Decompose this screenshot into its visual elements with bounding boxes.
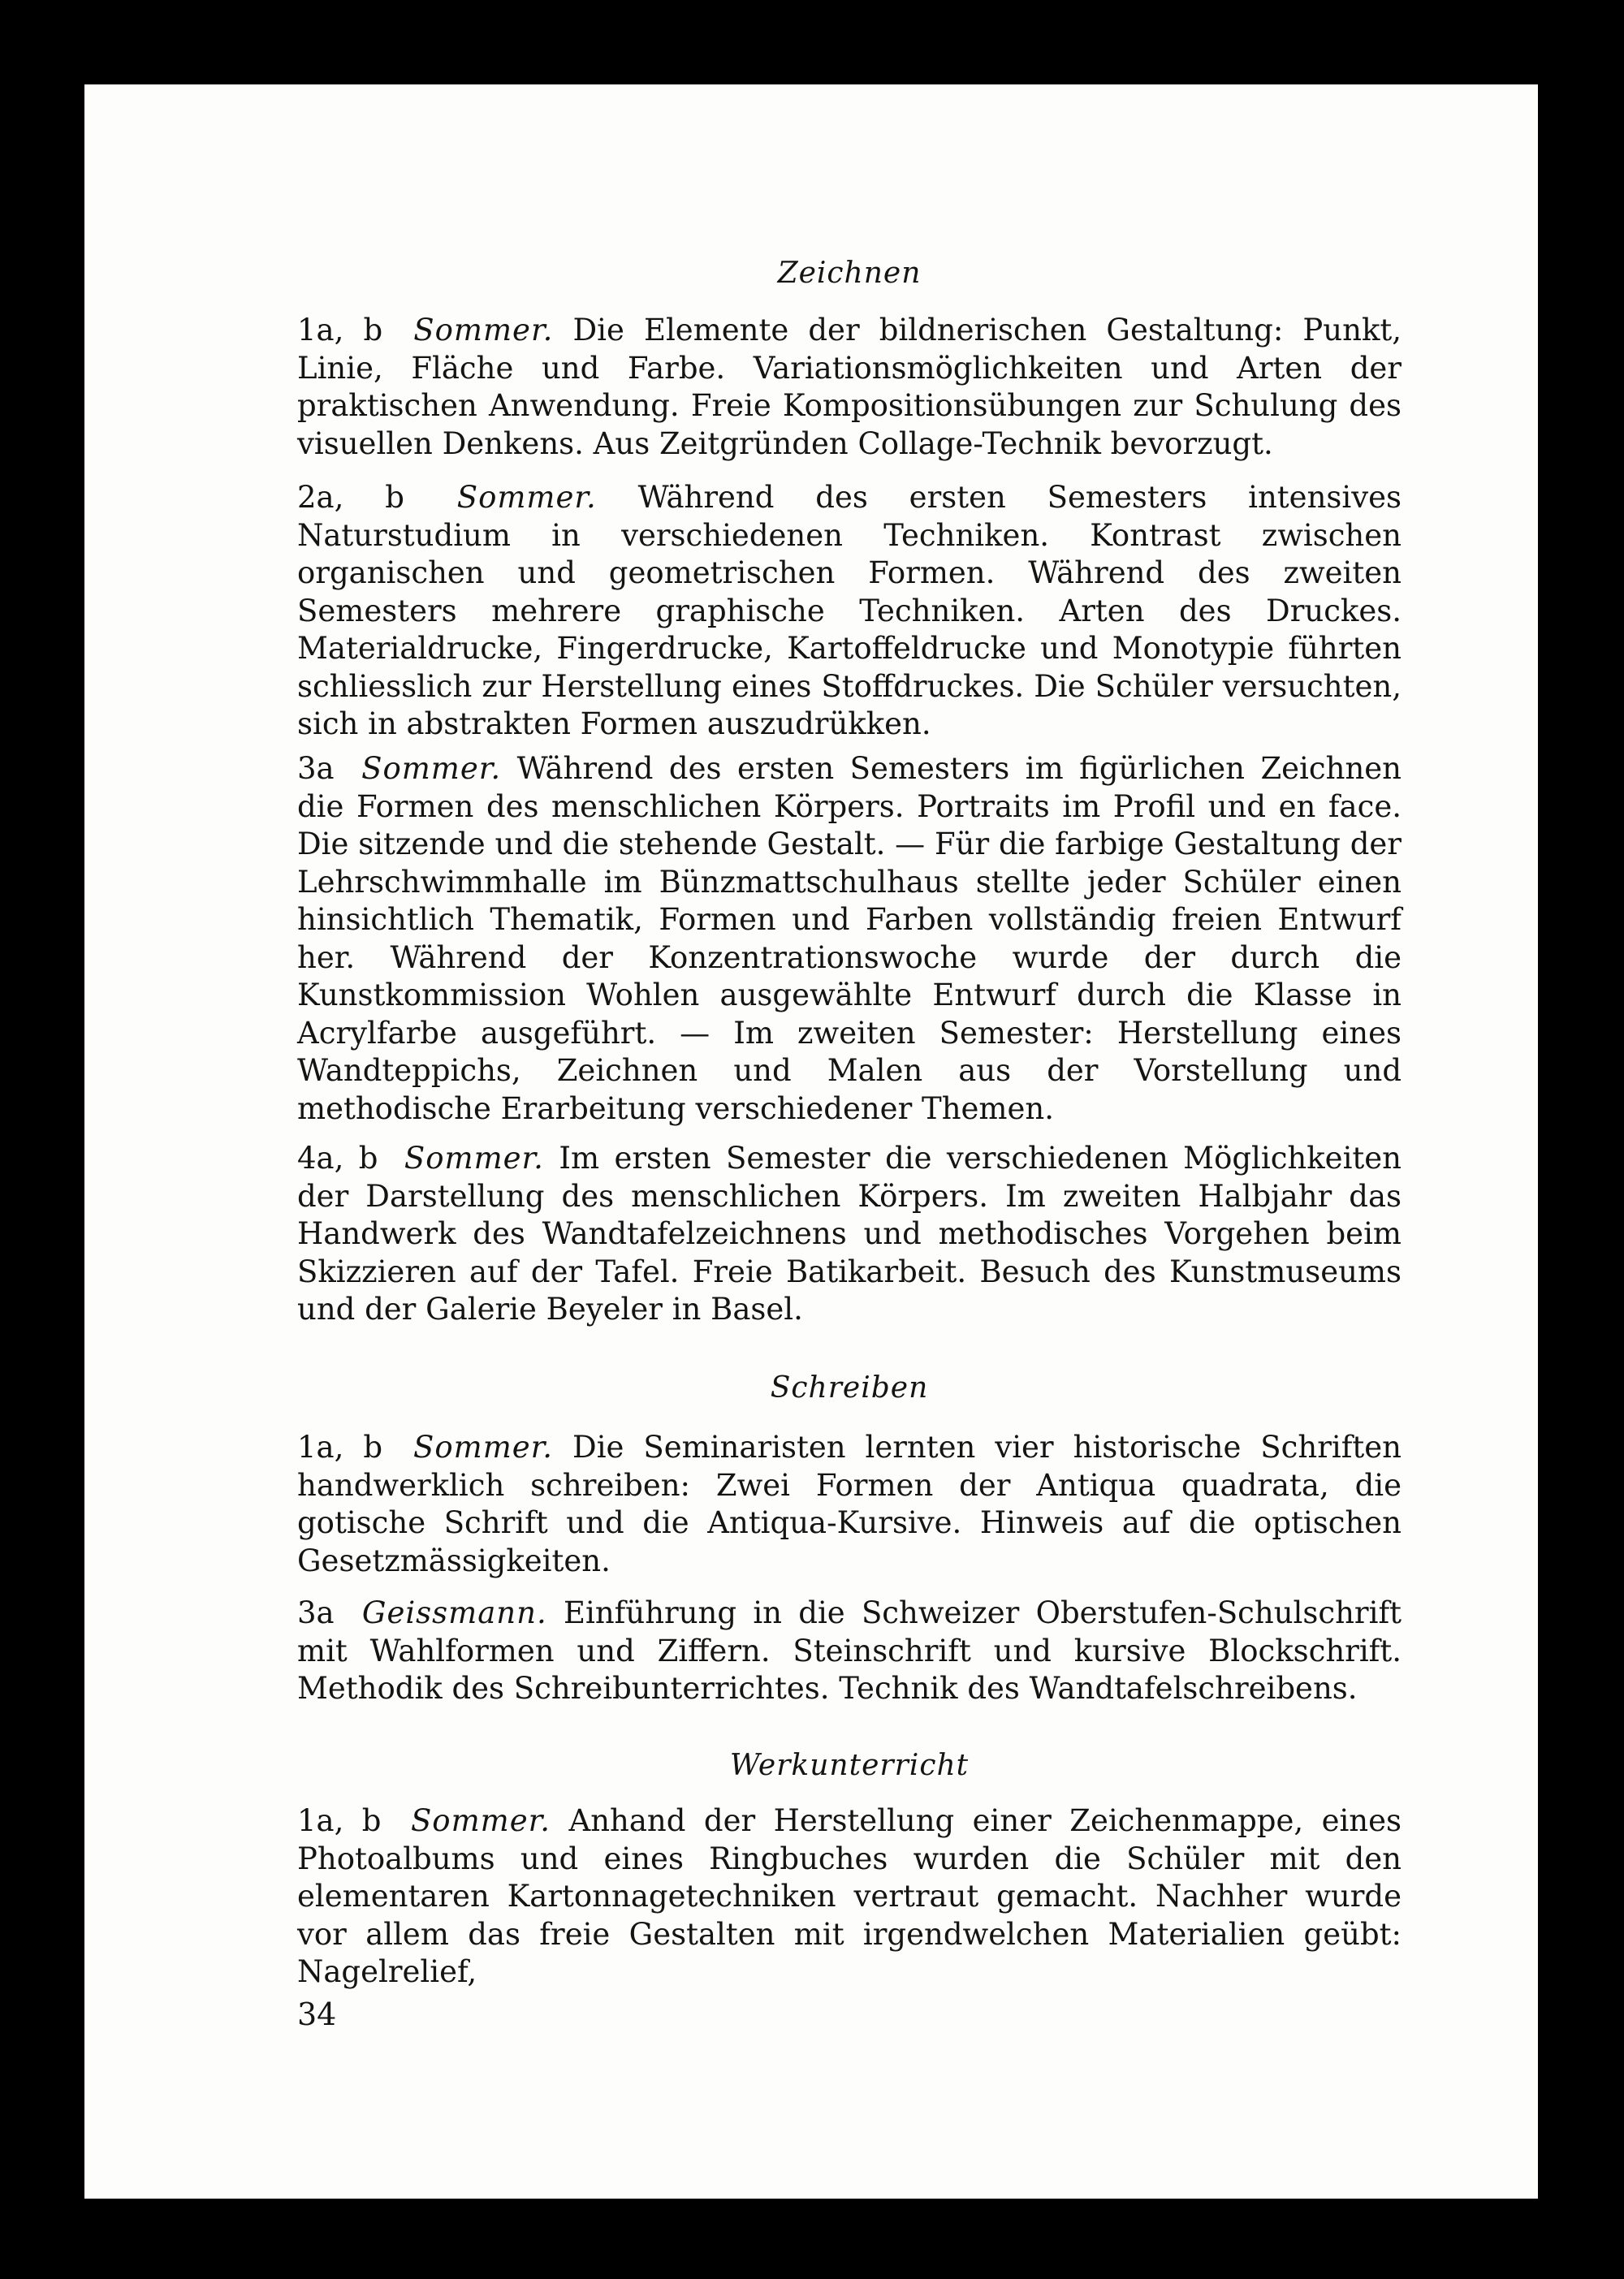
teacher-name: Sommer. (456, 480, 597, 515)
class-number: 1a, b (297, 1803, 382, 1838)
section-heading-werkunterricht: Werkunterricht (729, 1749, 970, 1782)
teacher-name: Sommer. (410, 1803, 551, 1838)
teacher-name: Geissmann. (361, 1595, 547, 1630)
class-number: 2a, b (297, 480, 404, 515)
section-heading-schreiben: Schreiben (770, 1371, 929, 1405)
paragraph (297, 1595, 1402, 1708)
paragraph-text: Während des ersten Semesters intensives Naturstudium in verschiedenen Techniken. Kontrast zwischen organischen und geometrischen Formen. Während des zweiten Semesters mehrere graphische Techniken. Arten des Druckes. Materialdrucke, Fingerdrucke, Kartoffeldrucke und Monotypie führten schliesslich zur Herstellung eines Stoffdruckes. Die Schüler versuchten, sich in abstrakten Formen auszudrükken. (297, 480, 1402, 741)
teacher-name: Sommer. (413, 313, 554, 347)
teacher-name: Sommer. (404, 1141, 544, 1176)
class-number: 1a, b (297, 313, 383, 347)
section-heading-zeichnen: Zeichnen (777, 257, 922, 290)
teacher-name: Sommer. (412, 1430, 554, 1465)
teacher-name: Sommer. (361, 751, 502, 786)
class-number: 4a, b (297, 1141, 378, 1176)
class-number: 3a (297, 751, 335, 786)
paragraph-text: Einführung in die Schweizer Oberstufen-Schulschrift mit Wahlformen und Ziffern. Steinschrift und kursive Blockschrift. Methodik des Schreibunterrichtes. Technik des Wandtafelschreibens. (297, 1595, 1402, 1706)
paragraph (297, 312, 1402, 463)
paragraph (297, 1802, 1402, 1992)
document-page (84, 84, 1538, 2199)
class-number: 1a, b (297, 1430, 383, 1465)
paragraph-text: Im ersten Semester die verschiedenen Möglichkeiten der Darstellung des menschlichen Körpers. Im zweiten Halbjahr das Handwerk des Wandtafelzeichnens und methodisches Vorgehen beim Skizzieren auf der Tafel. Freie Batikarbeit. Besuch des Kunstmuseums und der Galerie Beyeler in Basel. (297, 1141, 1402, 1327)
paragraph-text: Die Seminaristen lernten vier historische Schriften handwerklich schreiben: Zwei Formen der Antiqua quadrata, die gotische Schrift und die Antiqua-Kursive. Hinweis auf die optischen Gesetzmässigkeiten. (297, 1430, 1402, 1578)
paragraph (297, 479, 1402, 744)
class-number: 3a (297, 1595, 335, 1630)
paragraph-text: Anhand der Herstellung einer Zeichenmappe, eines Photoalbums und eines Ringbuches wurden die Schüler mit den elementaren Kartonnagetechniken vertraut gemacht. Nachher wurde vor allem das freie Gestalten mit irgendwelchen Materialien geübt: Nagelrelief, (297, 1803, 1402, 1989)
paragraph (297, 1429, 1402, 1580)
page-number: 34 (297, 1996, 337, 2032)
paragraph (297, 1140, 1402, 1329)
paragraph-text: Während des ersten Semesters im figürlichen Zeichnen die Formen des menschlichen Körpers. Portraits im Profil und en face. Die sitzende und die stehende Gestalt. — Für die farbige Gestaltung der Lehrschwimmhalle im Bünzmattschulhaus stellte jeder Schüler einen hinsichtlich Thematik, Formen und Farben vollständig freien Entwurf her. Während der Konzentrationswoche wurde der durch die Kunstkommission Wohlen ausgewählte Entwurf durch die Klasse in Acrylfarbe ausgeführt. — Im zweiten Semester: Herstellung eines Wandteppichs, Zeichnen und Malen aus der Vorstellung und methodische Erarbeitung verschiedener Themen. (297, 751, 1402, 1126)
paragraph-text: Die Elemente der bildnerischen Gestaltung: Punkt, Linie, Fläche und Farbe. Variationsmöglichkeiten und Arten der praktischen Anwendung. Freie Kompositionsübungen zur Schulung des visuellen Denkens. Aus Zeitgründen Collage-Technik bevorzugt. (297, 313, 1402, 461)
paragraph (297, 750, 1402, 1128)
